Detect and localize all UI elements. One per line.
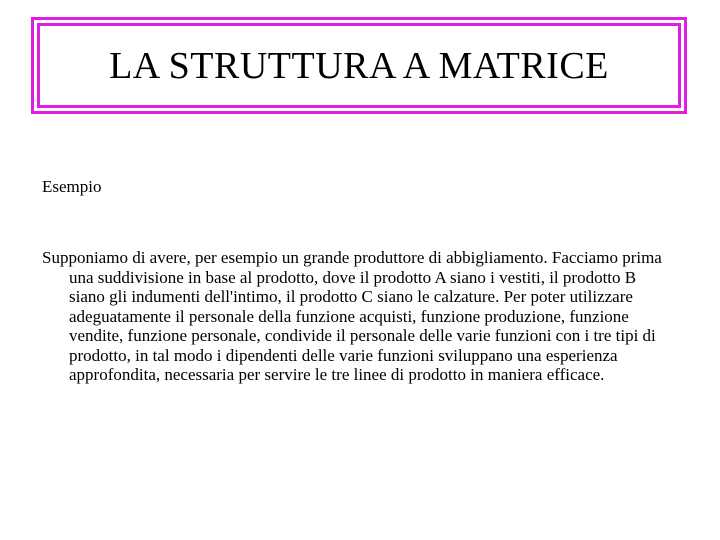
section-label: Esempio [42,177,102,196]
slide-title: LA STRUTTURA A MATRICE [109,44,609,87]
title-inner-frame [37,23,681,108]
body-paragraph: Supponiamo di avere, per esempio un grande produttore di abbigliamento. Facciamo prima una suddivisione in base al prodotto, dove il prodotto A siano i vestiti, il prodotto B siano gli indumenti dell'intimo, il prodotto C siano le calzature. Per poter utilizzare adeguatamente il personale della funzione acquisti, funzione produzione, funzione vendite, funzione personale, condivide il personale delle varie funzioni con i tre tipi di prodotto, in tal modo i dipendenti delle varie funzioni sviluppano una esperienza approfondita, necessaria per servire le tre linee di prodotto in maniera efficace. [42,248,662,384]
title-frame [31,17,687,114]
